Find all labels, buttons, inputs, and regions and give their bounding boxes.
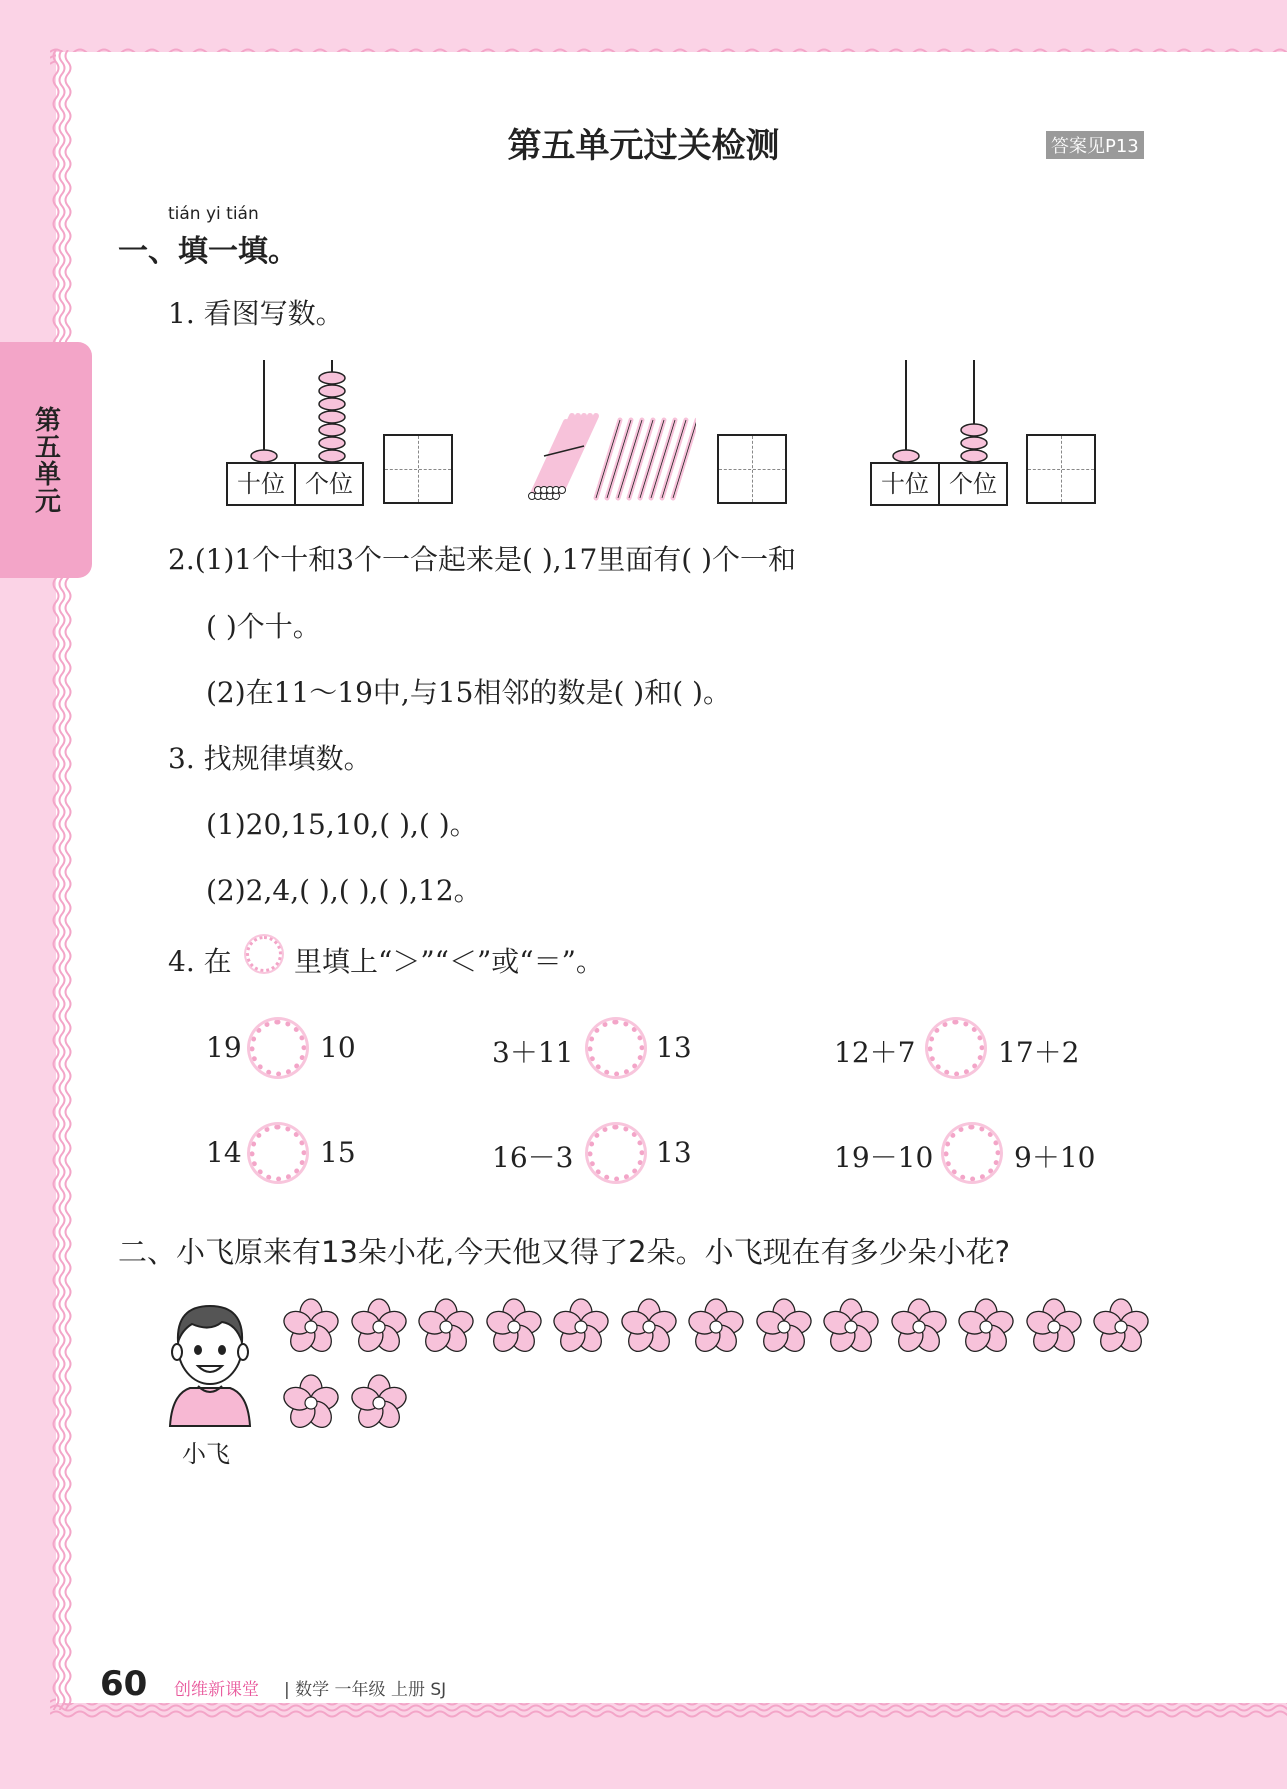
abacus-bead [319,450,345,462]
sticks-icon [526,406,696,506]
abacus-2 [870,358,1030,464]
answer-reference-badge: 答案见P13 [1046,131,1144,159]
compare-circle[interactable] [250,1020,306,1076]
boy-name-label: 小飞 [182,1440,230,1468]
tens-label: 十位 [237,470,285,498]
cmp-right: 17＋2 [998,1036,1080,1069]
ones-label: 个位 [294,464,362,504]
sample-circle-icon [246,936,282,972]
flower-icon [890,1298,948,1356]
q3-line1: (1)20,15,10,( ),( )。 [206,808,478,841]
stick-end [559,487,566,494]
q4-suffix: 里填上“＞”“＜”或“＝”。 [294,945,604,978]
abacus-bead [319,411,345,423]
stick-bundle-illustration [526,406,696,506]
cmp-right: 15 [320,1136,356,1169]
q2-line1: 2.(1)1个十和3个一合起来是( ),17里面有( )个一和 [168,543,797,576]
abacus-bead [319,398,345,410]
q4-prefix: 4. 在 [168,945,232,978]
flower-icon [1025,1298,1083,1356]
cmp-right: 13 [656,1136,692,1169]
q3-line2: (2)2,4,( ),( ),( ),12。 [206,874,482,907]
flower-icon [282,1374,340,1432]
boy-icon [162,1294,258,1434]
cmp-left: 19 [206,1031,242,1064]
footer-brand: 创维新课堂 [174,1680,259,1700]
q3-label: 3. 找规律填数。 [168,742,372,775]
flower-icon [282,1298,340,1356]
wavy-border-left [48,50,76,1710]
unit-side-tab-label: 第五单元 [30,406,61,514]
footer-info: | 数学 一年级 上册 SJ [284,1680,447,1700]
section2-question: 二、小飞原来有13朵小花,今天他又得了2朵。小飞现在有多少朵小花? [118,1235,1010,1269]
cmp-right: 13 [656,1031,692,1064]
q1-label: 1. 看图写数。 [168,297,344,330]
answer-box-3[interactable] [1026,434,1096,504]
pinyin-annotation: tián yi tián [168,204,259,224]
cmp-right: 10 [320,1031,356,1064]
abacus-1 [226,358,386,464]
compare-circle[interactable] [588,1125,644,1181]
abacus-bead [961,424,987,436]
cmp-left: 12＋7 [834,1036,916,1069]
abacus-bead [319,385,345,397]
cmp-left: 16－3 [492,1141,574,1174]
tens-label: 十位 [881,470,929,498]
abacus-bead [961,450,987,462]
q2-line3: (2)在11～19中,与15相邻的数是( )和( )。 [206,676,731,709]
abacus-bead [893,450,919,462]
flower-icon [350,1374,408,1432]
compare-circle[interactable] [928,1020,984,1076]
section1-heading: 一、填一填。 [118,234,298,269]
flower-icon [552,1298,610,1356]
place-value-table-2 [870,462,1008,506]
cmp-right: 9＋10 [1014,1141,1096,1174]
flower-icon [755,1298,813,1356]
abacus-bead [961,437,987,449]
answer-box-1[interactable] [383,434,453,504]
unit-side-tab [0,342,92,578]
flower-icon [485,1298,543,1356]
compare-circle[interactable] [588,1020,644,1076]
flower-icon [687,1298,745,1356]
flower-icon [957,1298,1015,1356]
flower-icon [620,1298,678,1356]
ones-label: 个位 [938,464,1006,504]
cmp-left: 14 [206,1136,242,1169]
abacus-bead [319,372,345,384]
compare-circle[interactable] [250,1125,306,1181]
q2-line2: ( )个十。 [206,610,321,643]
flower-icon [417,1298,475,1356]
boy-avatar [162,1294,258,1434]
cmp-left: 19－10 [834,1141,934,1174]
cmp-left: 3＋11 [492,1036,574,1069]
page-title: 第五单元过关检测 [507,126,780,166]
place-value-table-1 [226,462,364,506]
abacus-2-rods [870,358,1030,464]
compare-circle[interactable] [944,1125,1000,1181]
answer-box-2[interactable] [717,434,787,504]
flower-icon [350,1298,408,1356]
abacus-bead [251,450,277,462]
abacus-bead [319,437,345,449]
abacus-bead [319,424,345,436]
page-number: 60 [100,1664,148,1704]
abacus-1-rods [226,358,386,464]
flower-icon [822,1298,880,1356]
flower-icon [1092,1298,1150,1356]
